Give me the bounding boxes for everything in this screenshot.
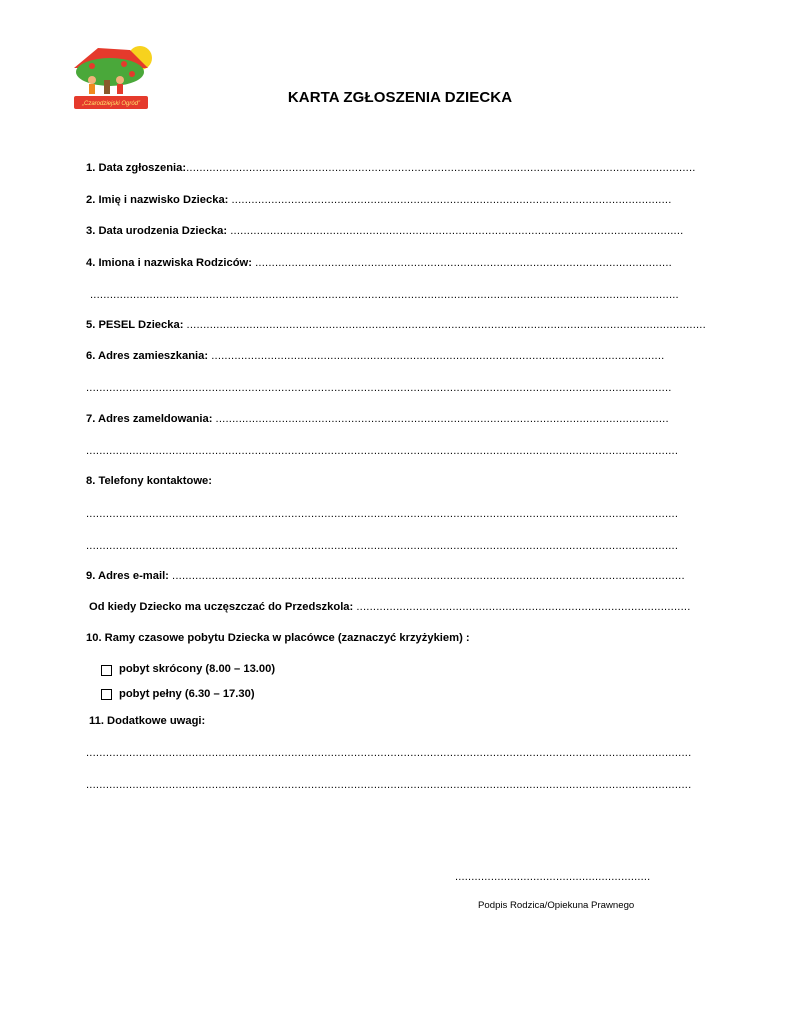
signature-caption: Podpis Rodzica/Opiekuna Prawnego xyxy=(478,900,635,911)
field-start-date: Od kiedy Dziecko ma uczęszczać do Przedszkola: ..................................................................................................... xyxy=(89,601,691,613)
field-registered: 7. Adres zameldowania: ......................................................................................................................................... xyxy=(86,413,669,425)
field-birthdate: 3. Data urodzenia Dziecka: ......................................................................................................................................... xyxy=(86,225,684,237)
field-label: 10. Ramy czasowe pobytu Dziecka w placówce (zaznaczyć krzyżykiem) : xyxy=(86,632,470,644)
field-label: 11. Dodatkowe uwagi: xyxy=(89,715,206,727)
option-short-stay-label: pobyt skrócony (8.00 – 13.00) xyxy=(119,663,276,675)
field-label: 3. Data urodzenia Dziecka: xyxy=(86,225,228,237)
field-label: Od kiedy Dziecko ma uczęszczać do Przedszkola: xyxy=(89,601,354,613)
page-title: KARTA ZGŁOSZENIA DZIECKA xyxy=(287,89,513,106)
field-address-line2: ................................................................................................................................................................................. xyxy=(86,382,672,394)
field-notes xyxy=(89,714,629,729)
field-label: 8. Telefony kontaktowe: xyxy=(86,475,212,487)
option-full-stay-label: pobyt pełny (6.30 – 17.30) xyxy=(119,688,255,700)
field-label: 1. Data zgłoszenia: xyxy=(86,162,187,174)
field-label: 6. Adres zamieszkania: xyxy=(86,350,209,362)
field-label: 7. Adres zameldowania: xyxy=(86,413,213,425)
field-time-frame xyxy=(86,631,646,646)
field-phones-line1: ................................................................................................................................................................................... xyxy=(86,508,679,520)
field-address: 6. Adres zamieszkania: ......................................................................................................................................... xyxy=(86,350,665,362)
field-registered-line2: ................................................................................................................................................................................... xyxy=(86,445,679,457)
field-phones-line2: ................................................................................................................................................................................... xyxy=(86,540,679,552)
field-name: 2. Imię i nazwisko Dziecka: ..................................................................................................................................... xyxy=(86,194,672,206)
field-pesel: 5. PESEL Dziecka: ............................................................................................................................................................. xyxy=(86,319,706,331)
checkbox-full-stay[interactable] xyxy=(101,689,112,700)
field-label: 9. Adres e-mail: xyxy=(86,570,169,582)
field-notes-line2: ....................................................................................................................................................................................... xyxy=(86,779,692,791)
field-label: 5. PESEL Dziecka: xyxy=(86,319,184,331)
logo-caption: „Czarodziejski Ogród” xyxy=(81,101,141,107)
field-phones xyxy=(86,474,626,489)
field-parents-line2: .................................................................................................................................................................................. xyxy=(90,289,679,301)
checkbox-short-stay[interactable] xyxy=(101,665,112,676)
signature-line: ............................................................ xyxy=(455,871,651,883)
field-notes-line1: ....................................................................................................................................................................................... xyxy=(86,747,692,759)
field-parents: 4. Imiona i nazwiska Rodziców: .............................................................................................................................. xyxy=(86,257,672,269)
field-label: 4. Imiona i nazwiska Rodziców: xyxy=(86,257,252,269)
field-date: 1. Data zgłoszenia:.......................................................................................................................................................... xyxy=(86,162,696,174)
field-email: 9. Adres e-mail: ........................................................................................................................................................... xyxy=(86,570,685,582)
field-label: 2. Imię i nazwisko Dziecka: xyxy=(86,194,229,206)
